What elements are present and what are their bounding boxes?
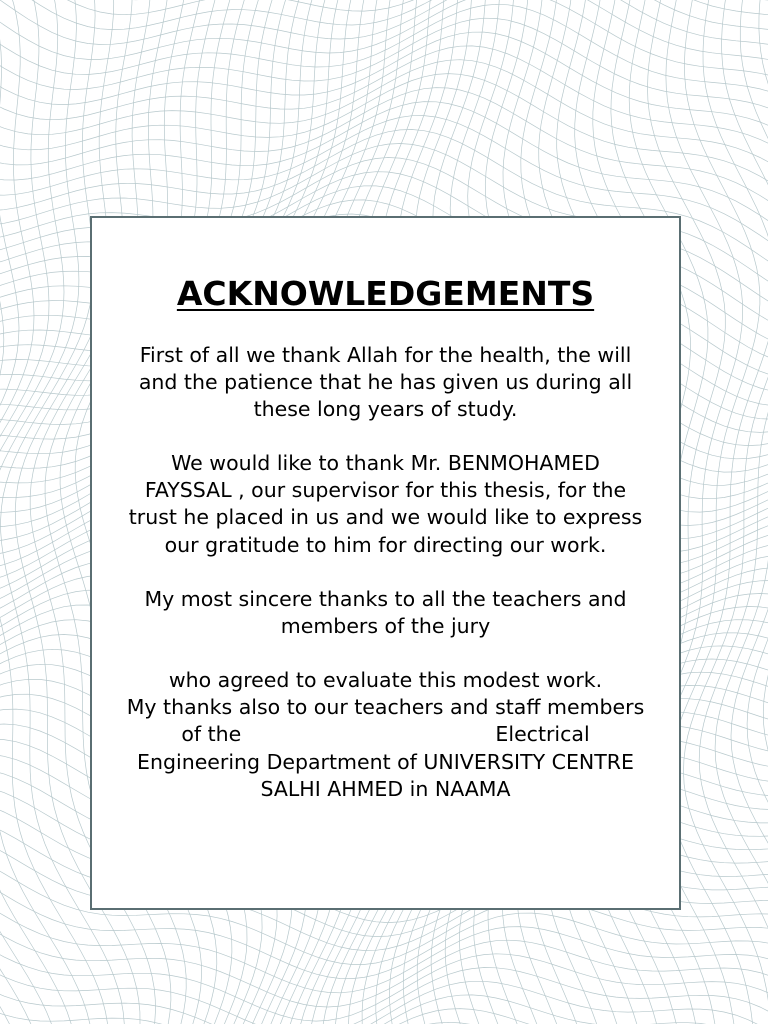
acknowledgements-box	[90, 216, 681, 910]
paragraph-thanks-allah	[92, 342, 679, 424]
text-line: these long years of study.	[253, 397, 518, 422]
text-line: SALHI AHMED in NAAMA	[260, 776, 511, 801]
text-line: FAYSSAL , our supervisor for this thesis, for the	[144, 478, 627, 503]
text-line: who agreed to evaluate this modest work.	[168, 668, 603, 692]
text-line: My most sincere thanks to all the teachers and	[144, 587, 627, 611]
text-line: members of the jury	[280, 614, 491, 639]
text-line: and the patience that he has given us during all	[138, 370, 633, 395]
text-line: First of all we thank Allah for the health, the will	[139, 343, 632, 367]
page-title: ACKNOWLEDGEMENTS	[176, 274, 595, 313]
paragraph-thanks-jury	[92, 586, 679, 640]
text-line: We would like to thank Mr. BENMOHAMED	[171, 451, 600, 475]
text-line: trust he placed in us and we would like to express	[128, 505, 643, 530]
text-line: of the Electrical	[181, 722, 590, 747]
paragraph-thanks-staff	[92, 667, 679, 803]
text-line: Engineering Department of UNIVERSITY CENTRE	[137, 749, 634, 774]
paragraph-thanks-supervisor	[92, 450, 679, 559]
text-line: our gratitude to him for directing our work.	[164, 532, 607, 557]
text-line: My thanks also to our teachers and staff members	[126, 695, 645, 720]
